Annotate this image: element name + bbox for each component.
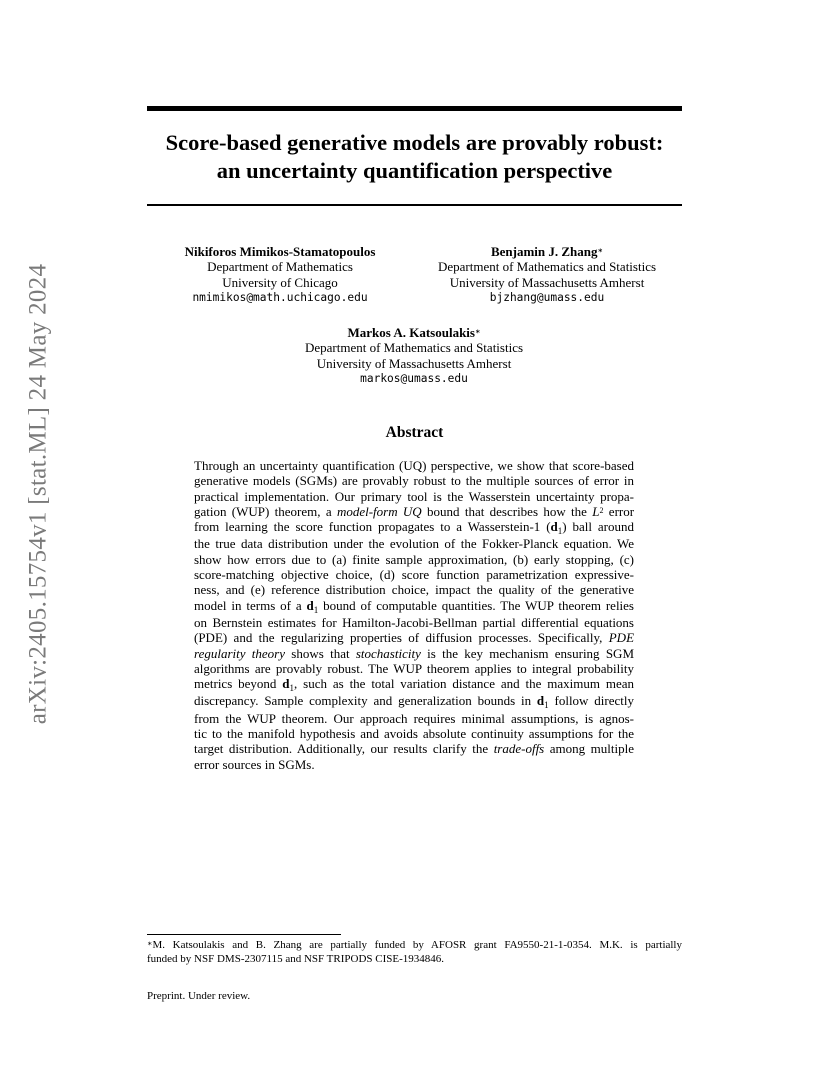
abstract-line: score-matching objective choice, (d) score function parametrization expressive-	[194, 567, 634, 583]
title-bottom-rule	[147, 204, 682, 206]
abstract-line: Through an uncertainty quantification (UQ) perspective, we show that score-based	[194, 458, 634, 473]
abstract-line: error sources in SGMs.	[194, 756, 315, 772]
footnote-mark: ∗	[147, 939, 153, 948]
author-department: Department of Mathematics and Statistics	[304, 340, 524, 356]
abstract-line: on Bernstein estimates for Hamilton-Jacobi-Bellman partial differential equations	[194, 614, 634, 630]
author-institution: University of Massachusetts Amherst	[316, 355, 512, 371]
text-run: error	[608, 503, 635, 519]
author-department: Department of Mathematics and Statistics	[437, 259, 657, 275]
author-footnote-mark: ∗	[597, 246, 604, 255]
abstract-line: ness, and (e) reference distribution choice, impact the quality of the generative	[194, 582, 634, 598]
footnote	[147, 938, 682, 966]
abstract-line	[194, 630, 634, 645]
author-block-3	[264, 325, 564, 386]
author-department: Department of Mathematics	[207, 259, 353, 275]
abstract-line	[194, 504, 634, 519]
math-subscript: 1	[289, 683, 295, 694]
abstract-line	[194, 693, 634, 710]
emphasis-text: PDE	[608, 630, 635, 646]
arxiv-identifier-stamp	[20, 244, 56, 744]
text-run: ) ball around	[562, 519, 634, 535]
emphasis-text: trade-offs	[493, 741, 545, 757]
text-run: gation (WUP) theorem, a	[194, 503, 332, 519]
math-subscript: 1	[313, 604, 319, 615]
footnote-text: M. Katsoulakis and B. Zhang are partially funded by AFOSR grant FA9550-21-1-0354. M.K. is partially	[152, 939, 682, 951]
math-symbol: d	[536, 693, 545, 709]
paper-title-line-1: Score-based generative models are provably robust:	[165, 130, 664, 155]
abstract-line: algorithms are provably robust. The WUP theorem applies to integral probability	[194, 660, 634, 676]
preprint-note: Preprint. Under review.	[147, 990, 251, 1002]
footnote-line-1	[147, 938, 682, 952]
footnote-rule	[147, 934, 341, 935]
author-institution: University of Chicago	[222, 274, 338, 290]
author-email: nmimikos@math.uchicago.edu	[192, 290, 368, 304]
author-name	[264, 325, 564, 340]
footnote-line-2: funded by NSF DMS-2307115 and NSF TRIPODS CISE-1934846.	[147, 953, 445, 965]
abstract-line: practical implementation. Our primary tool is the Wasserstein uncertainty propa-	[194, 488, 634, 504]
text-run: target distribution. Additionally, our results clarify the	[194, 741, 489, 757]
abstract-line: generative models (SGMs) are provably robust to the multiple sources of error in	[194, 473, 634, 489]
abstract-line	[194, 741, 634, 756]
arxiv-identifier-text: arXiv:2405.15754v1 [stat.ML] 24 May 2024	[24, 263, 51, 725]
text-run: is the key mechanism ensuring SGM	[427, 645, 635, 661]
abstract-line: show how errors due to (a) finite sample approximation, (b) early stopping, (c)	[194, 551, 634, 567]
author-name	[150, 244, 410, 259]
text-run: discrepancy. Sample complexity and generalization bounds in	[194, 693, 532, 709]
author-name-text: Benjamin J. Zhang	[490, 244, 598, 259]
author-email: bjzhang@umass.edu	[489, 290, 605, 304]
author-block-2	[412, 244, 682, 305]
math-subscript: 1	[544, 700, 549, 711]
text-run: follow directly	[554, 693, 634, 709]
text-run: from learning the score function propagates to a Wasserstein-1 (	[194, 519, 551, 535]
author-name-text: Nikiforos Mimikos-Stamatopoulos	[184, 244, 376, 259]
text-run: among multiple	[549, 741, 635, 757]
abstract-line	[194, 598, 634, 615]
math-symbol: d	[282, 676, 290, 692]
math-symbol: d	[306, 597, 314, 613]
author-block-1	[150, 244, 410, 305]
text-run: shows that	[291, 645, 350, 661]
math-superscript: 2	[599, 505, 604, 515]
text-run: bound of computable quantities. The WUP theorem relies	[323, 597, 634, 613]
text-run: bound that describes how the	[427, 503, 587, 519]
author-name	[412, 244, 682, 259]
text-run: model in terms of a	[194, 597, 302, 613]
abstract-heading: Abstract	[385, 424, 444, 441]
author-institution: University of Massachusetts Amherst	[449, 274, 645, 290]
author-email: markos@umass.edu	[360, 371, 468, 385]
emphasis-text: model-form UQ	[336, 503, 422, 519]
abstract-line: from the WUP theorem. Our approach requires minimal assumptions, is agnos-	[194, 710, 634, 726]
title-top-rule	[147, 106, 682, 111]
abstract-line	[194, 646, 634, 661]
paper-title	[147, 129, 682, 185]
abstract-line: the true data distribution under the evolution of the Fokker-Planck equation. We	[194, 536, 634, 552]
text-run: , such as the total variation distance and the maximum mean	[294, 676, 634, 692]
emphasis-text: regularity theory	[194, 645, 286, 661]
author-footnote-mark: ∗	[474, 327, 481, 336]
math-subscript: 1	[557, 526, 563, 537]
author-name-text: Markos A. Katsoulakis	[347, 325, 475, 340]
text-run: metrics beyond	[194, 676, 277, 692]
math-symbol: L	[592, 503, 600, 519]
abstract-line: tic to the manifold hypothesis and avoids absolute continuity assumptions for the	[194, 726, 634, 742]
paper-title-line-2: an uncertainty quantification perspective	[216, 158, 613, 183]
abstract-line	[194, 519, 634, 536]
math-symbol: d	[550, 519, 558, 535]
text-run: (PDE) and the regularizing properties of diffusion processes. Specifically,	[194, 630, 603, 646]
abstract-body	[194, 458, 634, 772]
emphasis-text: stochasticity	[355, 645, 421, 661]
abstract-line	[194, 676, 634, 693]
